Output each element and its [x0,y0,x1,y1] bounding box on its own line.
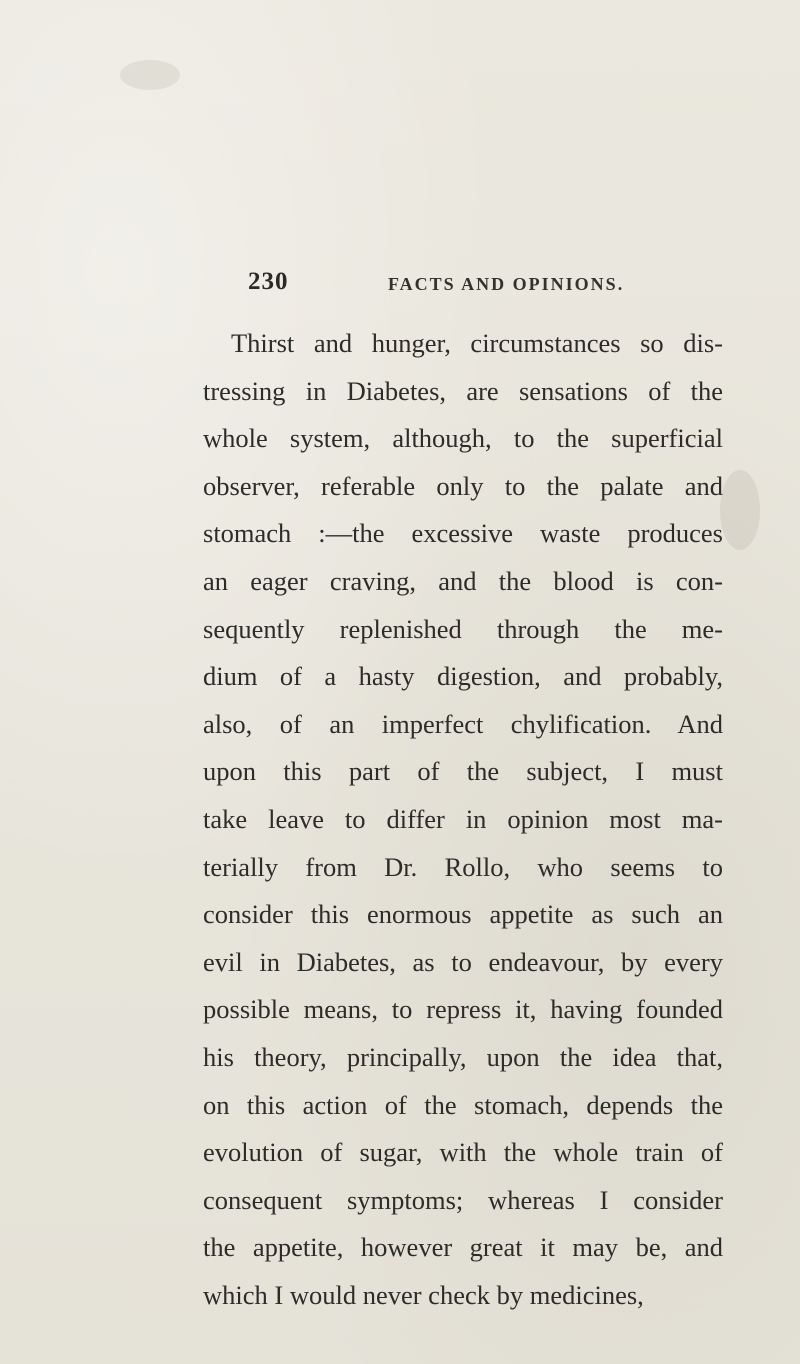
text-line: take leave to differ in opinion most ma- [203,803,723,834]
paper-stain [120,60,180,90]
text-line: evolution of sugar, with the whole train of [203,1137,723,1168]
text-line: consider this enormous appetite as such an [203,899,723,930]
text-line: whole system, although, to the superficial [203,423,723,454]
text-line: which I would never check by medicines, [203,1279,644,1310]
text-line: Thirst and hunger, circumstances so dis- [231,328,723,358]
text-line: also, of an imperfect chylification. And [203,708,723,739]
text-line: sequently replenished through the me- [203,613,723,644]
page-header [248,268,768,308]
text-line: consequent symptoms; whereas I consider [203,1184,723,1215]
text-line: dium of a hasty digestion, and probably, [203,661,723,692]
running-head: FACTS AND OPINIONS. [388,274,625,294]
text-line: observer, referable only to the palate and [203,470,723,501]
text-line: an eager craving, and the blood is con- [203,565,723,596]
body-text [203,320,723,1319]
text-line: on this action of the stomach, depends the [203,1089,723,1120]
text-line: possible means, to repress it, having founded [203,994,723,1025]
text-line: terially from Dr. Rollo, who seems to [203,851,723,882]
text-line: his theory, principally, upon the idea that, [203,1041,723,1072]
page-number: 230 [248,268,289,295]
text-line: the appetite, however great it may be, and [203,1232,723,1263]
text-line: tressing in Diabetes, are sensations of the [203,375,723,406]
text-line: evil in Diabetes, as to endeavour, by every [203,946,723,977]
text-line: stomach :—the excessive waste produces [203,518,723,549]
text-line: upon this part of the subject, I must [203,756,723,787]
paper-stain [720,470,760,550]
